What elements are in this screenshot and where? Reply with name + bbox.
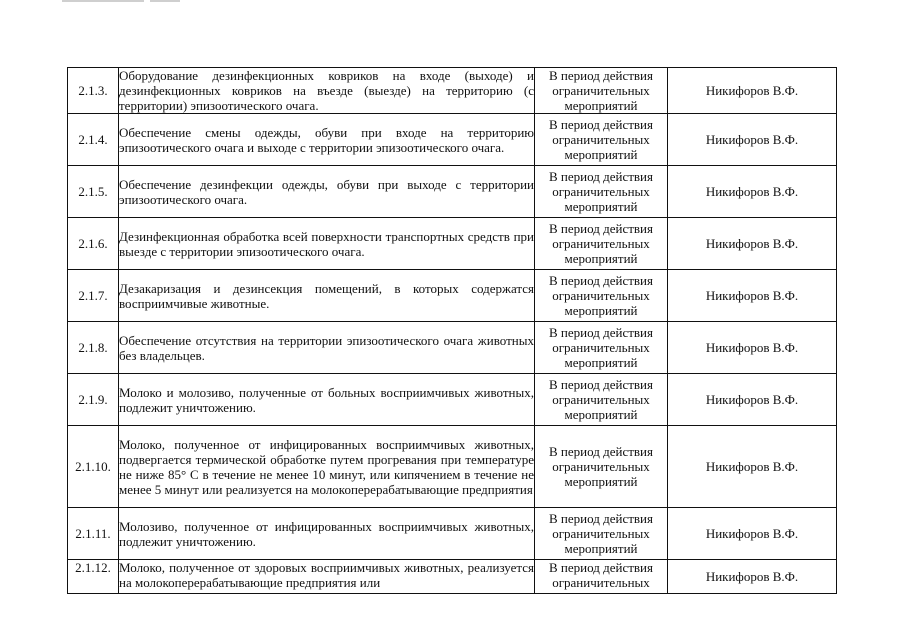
item-number: 2.1.3. xyxy=(68,68,119,114)
item-number: 2.1.11. xyxy=(68,508,119,560)
table-row xyxy=(68,114,837,166)
responsible-person: Никифоров В.Ф. xyxy=(668,270,837,322)
period-cell: В период действия ограничительных мероприятий xyxy=(535,114,668,166)
period-cell: В период действия ограничительных мероприятий xyxy=(535,322,668,374)
responsible-person: Никифоров В.Ф. xyxy=(668,560,837,594)
measure-description: Обеспечение дезинфекции одежды, обуви при выходе с территории эпизоотического очага. xyxy=(119,166,535,218)
item-number: 2.1.10. xyxy=(68,426,119,508)
table-row xyxy=(68,68,837,114)
item-number: 2.1.4. xyxy=(68,114,119,166)
item-number: 2.1.7. xyxy=(68,270,119,322)
table-row xyxy=(68,426,837,508)
period-cell: В период действия ограничительных мероприятий xyxy=(535,166,668,218)
measure-description: Молоко и молозиво, полученные от больных восприимчивых животных, подлежит уничтожению. xyxy=(119,374,535,426)
table-row xyxy=(68,374,837,426)
table-row xyxy=(68,218,837,270)
responsible-person: Никифоров В.Ф. xyxy=(668,166,837,218)
responsible-person: Никифоров В.Ф. xyxy=(668,508,837,560)
measure-description: Молоко, полученное от здоровых восприимчивых животных, реализуется на молокоперерабатывающие предприятия или xyxy=(119,560,535,594)
measure-description: Обеспечение отсутствия на территории эпизоотического очага животных без владельцев. xyxy=(119,322,535,374)
table-row xyxy=(68,508,837,560)
period-cell: В период действия ограничительных мероприятий xyxy=(535,426,668,508)
measure-description: Дезинфекционная обработка всей поверхности транспортных средств при выезде с территории эпизоотического очага. xyxy=(119,218,535,270)
responsible-person: Никифоров В.Ф. xyxy=(668,322,837,374)
measures-table xyxy=(67,67,837,594)
responsible-person: Никифоров В.Ф. xyxy=(668,114,837,166)
measure-description: Дезакаризация и дезинсекция помещений, в которых содержатся восприимчивые животные. xyxy=(119,270,535,322)
responsible-person: Никифоров В.Ф. xyxy=(668,426,837,508)
measure-description: Обеспечение смены одежды, обуви при входе на территорию эпизоотического очага и выходе с территории эпизоотического очага. xyxy=(119,114,535,166)
measure-description: Молоко, полученное от инфицированных восприимчивых животных, подвергается термической обработке путем прогревания при температуре не ниже 85° С в течение не менее 10 минут, или кипячением в течение не менее 5 минут или реализуется на молокоперерабатывающие предприятия xyxy=(119,426,535,508)
item-number: 2.1.6. xyxy=(68,218,119,270)
item-number: 2.1.12. xyxy=(68,560,119,594)
responsible-person: Никифоров В.Ф. xyxy=(668,374,837,426)
table-row xyxy=(68,322,837,374)
period-cell: В период действия ограничительных мероприятий xyxy=(535,270,668,322)
period-cell: В период действия ограничительных мероприятий xyxy=(535,508,668,560)
responsible-person: Никифоров В.Ф. xyxy=(668,68,837,114)
table-row xyxy=(68,166,837,218)
period-cell: В период действия ограничительных мероприятий xyxy=(535,218,668,270)
item-number: 2.1.5. xyxy=(68,166,119,218)
period-cell: В период действия ограничительных xyxy=(535,560,668,594)
scan-mark xyxy=(62,0,144,2)
period-cell: В период действия ограничительных мероприятий xyxy=(535,374,668,426)
table-row xyxy=(68,560,837,594)
item-number: 2.1.8. xyxy=(68,322,119,374)
period-cell: В период действия ограничительных мероприятий xyxy=(535,68,668,114)
responsible-person: Никифоров В.Ф. xyxy=(668,218,837,270)
measure-description: Оборудование дезинфекционных ковриков на входе (выходе) и дезинфекционных ковриков на въезде (выезде) на территорию (с территории) эпизоотического очага. xyxy=(119,68,534,113)
measure-description: Молозиво, полученное от инфицированных восприимчивых животных, подлежит уничтожению. xyxy=(119,508,535,560)
item-number: 2.1.9. xyxy=(68,374,119,426)
scan-mark xyxy=(150,0,180,2)
table-row xyxy=(68,270,837,322)
